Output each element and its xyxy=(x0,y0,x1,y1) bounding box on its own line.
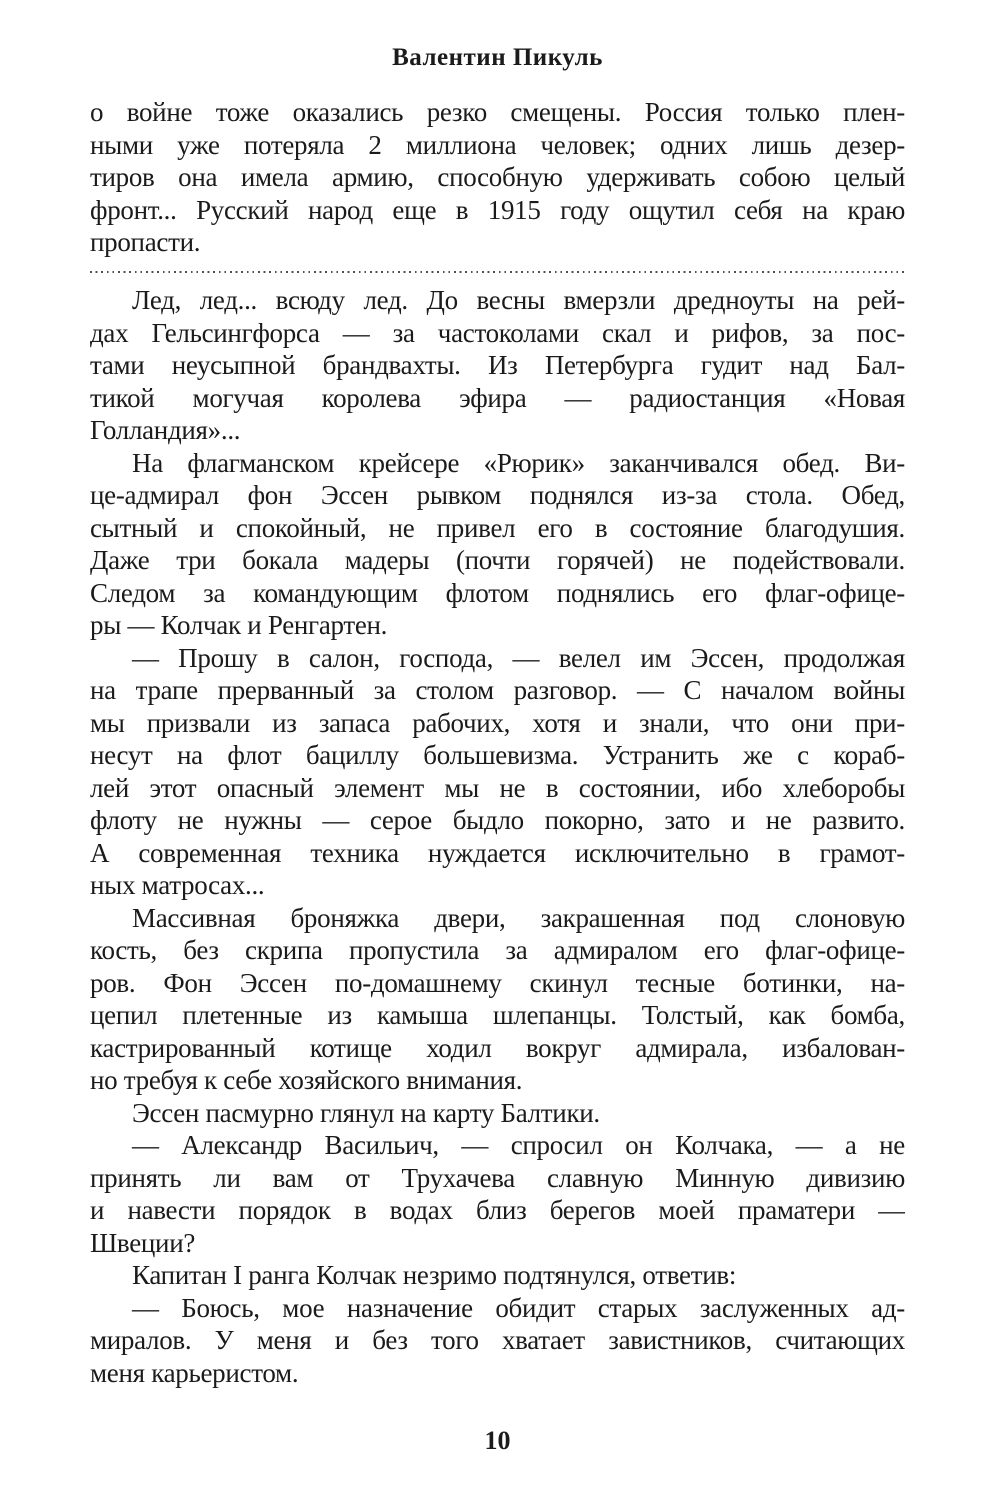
text-line: Голландия»... xyxy=(90,415,241,445)
text-line: пропасти. xyxy=(90,227,201,257)
text-line: несут на флот бациллу большевизма. Устранить же с кораб- xyxy=(90,740,905,770)
text-line: Лед, лед... всюду лед. До весны вмерзли дредноуты на рей- xyxy=(132,285,905,315)
text-line: це-адмирал фон Эссен рывком поднялся из-за стола. Обед, xyxy=(90,480,905,510)
text-line: лей этот опасный элемент мы не в состоянии, ибо хлеборобы xyxy=(90,772,905,803)
text-line: цепил плетенные из камыша шлепанцы. Толстый, как бомба, xyxy=(90,1000,905,1030)
text-line: — Прошу в салон, господа, — велел им Эссен, продолжая xyxy=(132,642,905,673)
text-line: но требуя к себе хозяйского внимания. xyxy=(90,1065,523,1095)
paragraph xyxy=(90,1292,905,1390)
text-line: мы призвали из запаса рабочих, хотя и знали, что они при- xyxy=(90,707,905,738)
text-line: и навести порядок в водах близ берегов моей праматери — xyxy=(90,1195,905,1225)
section-divider xyxy=(90,271,905,274)
text-line: тиров она имела армию, способную удерживать собою целый xyxy=(90,162,905,192)
text-line: тами неусыпной брандвахты. Из Петербурга гудит над Бал- xyxy=(90,350,905,380)
page-number: 10 xyxy=(484,1426,511,1455)
text-line: кастрированный котище ходил вокруг адмирала, избалован- xyxy=(90,1032,905,1063)
text-line: Эссен пасмурно глянул на карту Балтики. xyxy=(132,1097,600,1128)
text-line: фронт... Русский народ еще в 1915 году ощутил себя на краю xyxy=(90,194,905,225)
text-line: ров. Фон Эссен по-домашнему скинул тесные ботинки, на- xyxy=(90,967,905,998)
text-line: Даже три бокала мадеры (почти горячей) не подействовали. xyxy=(90,545,905,575)
text-line: Швеции? xyxy=(90,1227,196,1258)
text-line: ными уже потеряла 2 миллиона человек; одних лишь дезер- xyxy=(90,129,905,160)
running-header: Валентин Пикуль xyxy=(392,44,603,71)
paragraph xyxy=(90,642,905,902)
text-line: Следом за командующим флотом поднялись его флаг-офице- xyxy=(90,577,905,608)
paragraph xyxy=(90,284,905,447)
text-line: ных матросах... xyxy=(90,870,265,900)
text-line: тикой могучая королева эфира — радиостанция «Новая xyxy=(90,382,905,413)
text-line: дах Гельсингфорса — за частоколами скал и рифов, за пос- xyxy=(90,317,905,348)
text-line: А современная техника нуждается исключительно в грамот- xyxy=(90,837,905,868)
text-line: флоту не нужны — серое быдло покорно, зато и не развито. xyxy=(90,805,905,835)
paragraph xyxy=(90,1097,905,1130)
text-line: на трапе прерванный за столом разговор. — С началом войны xyxy=(90,675,905,705)
text-line: меня карьеристом. xyxy=(90,1357,299,1388)
text-line: принять ли вам от Трухачева славную Минную дивизию xyxy=(90,1162,905,1193)
paragraph xyxy=(90,902,905,1097)
paragraph xyxy=(90,1129,905,1259)
text-line: кость, без скрипа пропустила за адмиралом его флаг-офице- xyxy=(90,935,905,965)
text-line: — Боюсь, мое назначение обидит старых заслуженных ад- xyxy=(132,1292,905,1323)
text-line: Массивная броняжка двери, закрашенная под слоновую xyxy=(132,902,905,933)
text-line: миралов. У меня и без того хватает завистников, считающих xyxy=(90,1325,905,1355)
text-line: Капитан I ранга Колчак незримо подтянулся, ответив: xyxy=(132,1260,737,1290)
paragraph xyxy=(90,1259,905,1292)
text-line: ры — Колчак и Ренгартен. xyxy=(90,610,388,640)
text-line: На флагманском крейсере «Рюрик» заканчивался обед. Ви- xyxy=(132,447,905,478)
paragraph xyxy=(90,447,905,642)
paragraph xyxy=(90,96,905,259)
text-block xyxy=(90,96,905,1389)
text-line: — Александр Васильич, — спросил он Колчака, — а не xyxy=(132,1130,905,1160)
text-line: сытный и спокойный, не привел его в состояние благодушия. xyxy=(90,512,905,543)
text-line: о войне тоже оказались резко смещены. Россия только плен- xyxy=(90,97,905,127)
